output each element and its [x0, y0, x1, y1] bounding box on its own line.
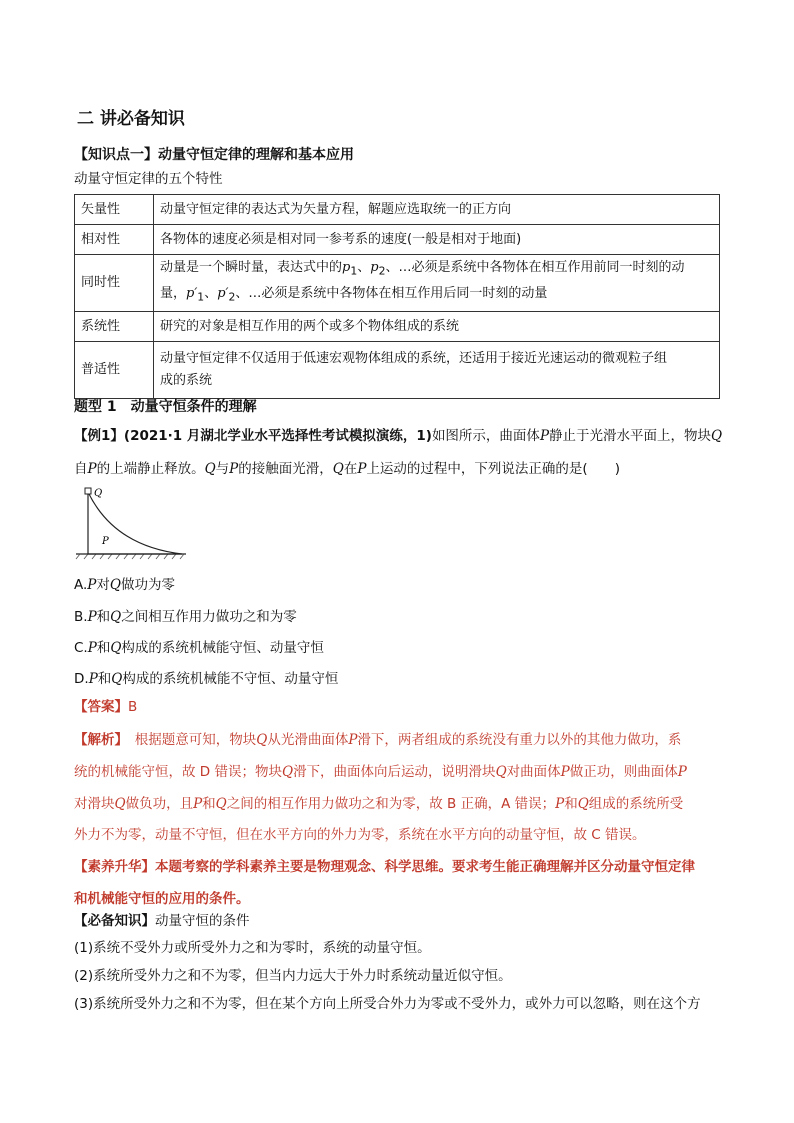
analysis-line-2: 统的机械能守恒，故 D 错误；物块Q滑下，曲面体向后运动，说明滑块Q对曲面体P做正功，则曲面体P — [74, 764, 687, 780]
property-key: 相对性 — [75, 225, 154, 255]
knowledge-point-tag: 【知识点一】 — [74, 147, 158, 163]
option-b: B.P和Q之间相互作用力做功之和为零 — [74, 609, 297, 625]
literacy-line-1: 【素养升华】本题考察的学科素养主要是物理观念、科学思维。要求考生能正确理解并区分动量守恒定律 — [74, 859, 695, 875]
properties-table — [74, 194, 720, 399]
answer-value: B — [128, 699, 138, 715]
essential-item-2: (2)系统所受外力之和不为零，但当内力远大于外力时系统动量近似守恒。 — [74, 968, 512, 984]
literacy-line-2: 和机械能守恒的应用的条件。 — [74, 891, 250, 907]
property-value: 动量守恒定律的表达式为矢量方程，解题应选取统一的正方向 — [154, 195, 720, 225]
label-q: Q — [94, 488, 103, 499]
table-row — [75, 312, 720, 342]
example-source: (2021·1 月湖北学业水平选择性考试模拟演练，1) — [123, 428, 432, 444]
option-a: A.P对Q做功为零 — [74, 577, 175, 593]
table-row — [75, 342, 720, 399]
knowledge-point-title: 动量守恒定律的理解和基本应用 — [158, 147, 354, 163]
table-row — [75, 195, 720, 225]
essential-item-3: (3)系统所受外力之和不为零，但在某个方向上所受合外力为零或不受外力，或外力可以忽略，则在这个方 — [74, 996, 701, 1012]
essential-heading: 【必备知识】动量守恒的条件 — [74, 913, 250, 929]
example-line-1: 【例1】(2021·1 月湖北学业水平选择性考试模拟演练，1)如图所示，曲面体P静止于光滑水平面上，物块Q — [74, 428, 723, 444]
property-value: 动量是一个瞬时量，表达式中的$p_1$、$p_2$、…必须是系统中各物体在相互作用前同一时刻的动 量，$p'_1$、$p'_2$、…必须是系统中各物体在相互作用后同一时刻的动量 — [154, 255, 720, 312]
curved-body-figure — [74, 484, 190, 560]
analysis-tag: 【解析】 — [74, 732, 122, 748]
property-value: 动量守恒定律不仅适用于低速宏观物体组成的系统，还适用于接近光速运动的微观粒子组 成的系统 — [154, 342, 720, 399]
property-key: 同时性 — [75, 255, 154, 312]
analysis-line-4: 外力不为零，动量不守恒，但在水平方向的外力为零，系统在水平方向的动量守恒，故 C 错误。 — [74, 827, 646, 843]
property-key: 矢量性 — [75, 195, 154, 225]
literacy-tag: 【素养升华】 — [74, 859, 155, 875]
analysis-line-1: 【解析】 根据题意可知，物块Q从光滑曲面体P滑下，两者组成的系统没有重力以外的其他力做功，系 — [74, 732, 682, 748]
property-value: 各物体的速度必须是相对同一参考系的速度(一般是相对于地面) — [154, 225, 720, 255]
option-d: D.P和Q构成的系统机械能不守恒、动量守恒 — [74, 671, 339, 687]
example-tag: 【例1】 — [74, 428, 124, 444]
table-intro: 动量守恒定律的五个特性 — [74, 171, 223, 187]
example-line-2: 自P的上端静止释放。Q与P的接触面光滑，Q在P上运动的过程中，下列说法正确的是( ) — [74, 461, 620, 477]
property-value: 研究的对象是相互作用的两个或多个物体组成的系统 — [154, 312, 720, 342]
essential-tag: 【必备知识】 — [74, 913, 155, 929]
answer-tag: 【答案】 — [74, 699, 128, 715]
option-c: C.P和Q构成的系统机械能守恒、动量守恒 — [74, 640, 324, 656]
answer — [74, 697, 137, 717]
label-p: P — [102, 536, 109, 547]
property-key: 普适性 — [75, 342, 154, 399]
block-q — [85, 488, 91, 494]
knowledge-point-heading — [74, 144, 354, 164]
essential-item-1: (1)系统不受外力或所受外力之和为零时，系统的动量守恒。 — [74, 940, 431, 956]
analysis-line-3: 对滑块Q做负功，且P和Q之间的相互作用力做功之和为零，故 B 正确，A 错误；P和Q组成的系统所受 — [74, 796, 684, 812]
ground-hatching — [76, 554, 184, 559]
section-title: 二 讲必备知识 — [77, 109, 185, 129]
property-key: 系统性 — [75, 312, 154, 342]
table-row — [75, 225, 720, 255]
question-type-heading: 题型 1 动量守恒条件的理解 — [74, 399, 257, 415]
table-row — [75, 255, 720, 312]
